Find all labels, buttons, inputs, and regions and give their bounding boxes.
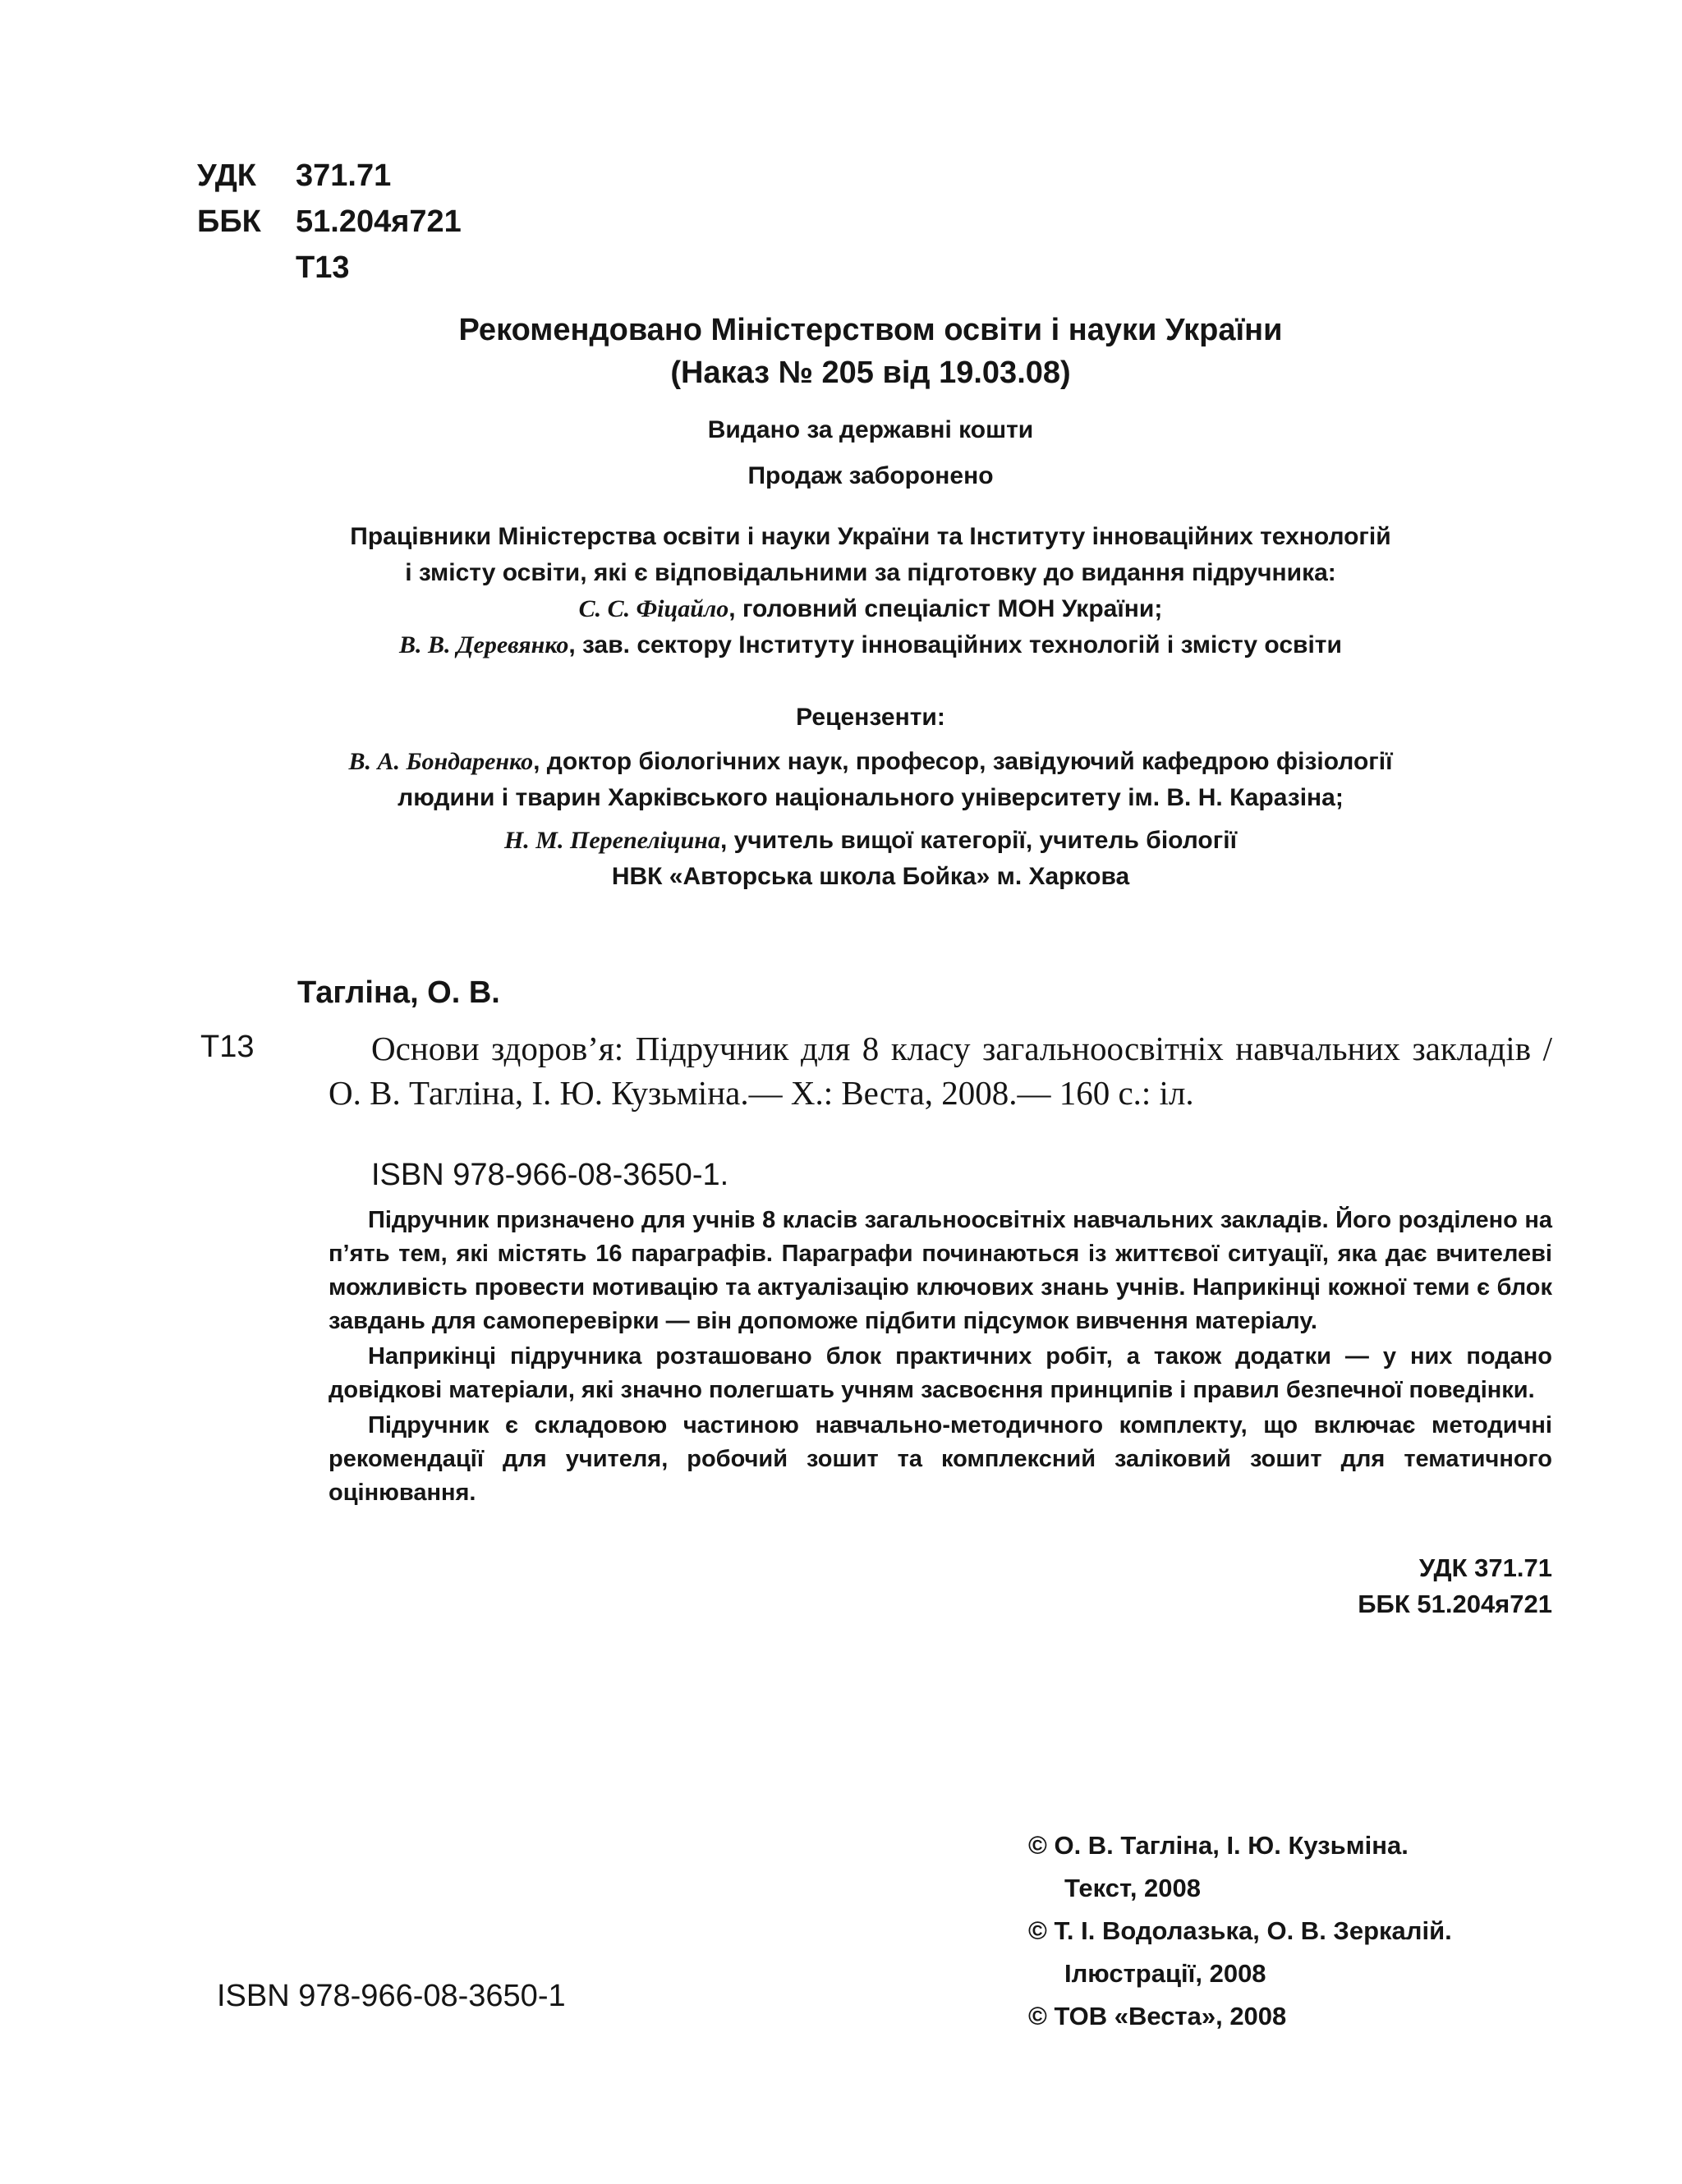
staff-person-2-role: , зав. сектору Інституту інноваційних технологій і змісту освіти	[568, 631, 1342, 658]
reviewer-1	[181, 744, 1560, 780]
bib-code: Т13	[200, 1030, 255, 1064]
bib-isbn: ISBN 978-966-08-3650-1.	[371, 1158, 729, 1192]
copyright-line-5: © ТОВ «Веста», 2008	[1028, 2002, 1287, 2030]
bib-description: Основи здоров’я: Підручник для 8 класу загальноосвітніх навчальних закладів / О. В. Тагліна, І. Ю. Кузьміна.— Х.: Веста, 2008.— 160 с.: іл.	[329, 1030, 1552, 1112]
udk-line	[197, 153, 462, 199]
udk-value: 371.71	[296, 158, 392, 193]
reviewer-1-name: В. А. Бондаренко	[348, 748, 534, 775]
reviewer-1-line-2: людини і тварин Харківського національного університету ім. В. Н. Каразіна;	[398, 784, 1344, 811]
copyright-line-1: © О. В. Тагліна, І. Ю. Кузьміна.	[1028, 1831, 1409, 1860]
udk-right: УДК 371.71	[1418, 1553, 1552, 1582]
staff-person-2-name: В. В. Деревянко	[399, 631, 569, 658]
bbk-right: ББК 51.204я721	[1358, 1590, 1552, 1618]
author-mark: Т13	[296, 250, 350, 285]
staff-line-1: Працівники Міністерства освіти і науки України та Інституту інноваційних технологій	[350, 523, 1391, 550]
staff-person-1-role: , головний спеціаліст МОН України;	[728, 595, 1163, 622]
staff-person-1-name: С. С. Фіцайло	[578, 595, 729, 622]
abstract-paragraph-1: Підручник призначено для учнів 8 класів загальноосвітніх навчальних закладів. Його розділено на п’ять тем, які містять 16 параграфів. Параграфи починаються із життєвої ситуації, яка дає вчителеві можливість провести мотивацію та актуалізацію ключових знань учнів. Наприкінці кожної теми є блок завдань для самоперевірки — він допоможе підбити підсумок вивчення матеріалу.	[329, 1207, 1552, 1334]
isbn-bottom: ISBN 978-966-08-3650-1	[217, 1979, 566, 2013]
copyright-line-4: Ілюстрації, 2008	[1064, 1959, 1266, 1988]
bib-author: Тагліна, О. В.	[297, 975, 500, 1010]
reviewer-1-role: , доктор біологічних наук, професор, завідуючий кафедрою фізіології	[533, 748, 1393, 775]
staff-person-2	[181, 627, 1560, 663]
bbk-value: 51.204я721	[296, 204, 462, 239]
reviewer-2-role: , учитель вищої категорії, учитель біології	[719, 827, 1238, 854]
copyright-block	[1028, 1824, 1452, 2038]
reviewer-2-name: Н. М. Перепеліцина	[503, 827, 720, 854]
bbk-label: ББК	[197, 204, 261, 239]
udk-label: УДК	[197, 158, 256, 193]
reviewer-2-line-2: НВК «Авторська школа Бойка» м. Харкова	[611, 863, 1130, 890]
abstract	[329, 1204, 1552, 1512]
funding-note: Видано за державні кошти	[707, 416, 1034, 443]
udk-right-block	[1358, 1550, 1552, 1622]
copyright-line-3: © Т. І. Водолазька, О. В. Зеркалій.	[1028, 1916, 1452, 1945]
abstract-paragraph-3: Підручник є складовою частиною навчально-методичного комплекту, що включає методичні рекомендації для учителя, робочий зошит та комплексний заліковий зошит для тематичного оцінювання.	[329, 1412, 1552, 1506]
reviewers-block	[181, 700, 1560, 895]
classification-block	[197, 153, 462, 291]
funding-block	[181, 407, 1560, 499]
recommendation-line-1: Рекомендовано Міністерством освіти і науки України	[458, 313, 1283, 347]
sale-note: Продаж заборонено	[747, 462, 994, 489]
author-mark-line	[197, 245, 462, 291]
recommendation-line-2: (Наказ № 205 від 19.03.08)	[670, 356, 1071, 390]
staff-credits	[181, 519, 1560, 663]
reviewer-2	[181, 823, 1560, 859]
bbk-line	[197, 199, 462, 245]
abstract-paragraph-2: Наприкінці підручника розташовано блок практичних робіт, а також додатки — у них подано довідкові матеріали, які значно полегшать учням засвоєння принципів і правил безпечної поведінки.	[329, 1343, 1552, 1403]
staff-person-1	[181, 591, 1560, 627]
staff-line-2: і змісту освіти, які є відповідальними за підготовку до видання підручника:	[405, 559, 1336, 586]
recommendation-block	[181, 309, 1560, 394]
reviewers-heading: Рецензенти:	[796, 704, 945, 731]
copyright-line-2: Текст, 2008	[1064, 1874, 1202, 1902]
